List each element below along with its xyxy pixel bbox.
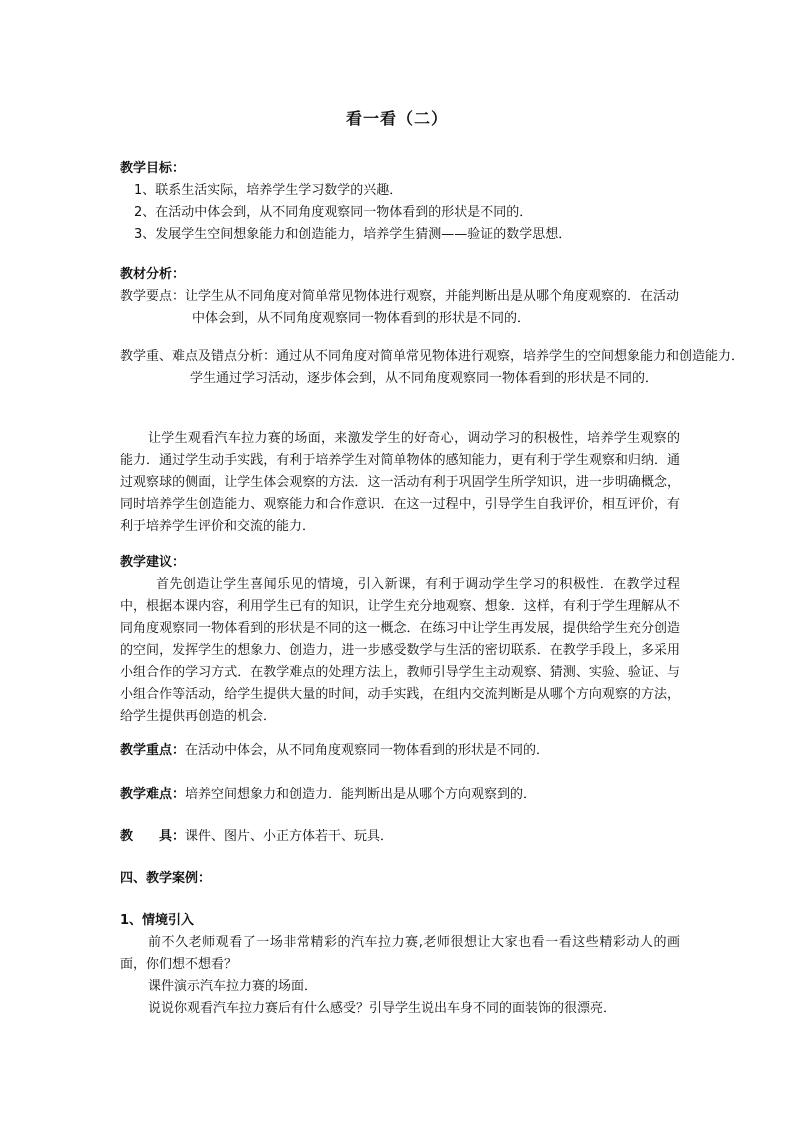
suggestions-heading: 教学建议： xyxy=(120,555,186,570)
analysis-section xyxy=(120,264,680,330)
tools-label: 教 具： xyxy=(120,829,186,844)
suggestions-section xyxy=(120,552,680,728)
difficulty-label: 教学难点： xyxy=(120,787,186,802)
section1-heading: 1、情境引入 xyxy=(120,913,195,928)
difficulty-line xyxy=(120,784,680,806)
section1-paragraph: 课件演示汽车拉力赛的场面． xyxy=(148,979,318,994)
difficulty-text: 培养空间想象力和创造力．能判断出是从哪个方向观察到的． xyxy=(185,787,537,802)
key-points-label: 教学要点： xyxy=(120,289,186,304)
difficulty-analysis xyxy=(120,346,750,390)
key-point-line xyxy=(120,740,680,762)
key-point-text: 在活动中体会，从不同角度观察同一物体看到的形状是不同的． xyxy=(185,743,550,758)
objectives-heading: 教学目标： xyxy=(120,161,186,176)
page-title: 看一看（二） xyxy=(345,109,448,128)
objective-item: 2、在活动中体会到，从不同角度观察同一物体看到的形状是不同的． xyxy=(134,205,533,220)
difficulty-analysis-label: 教学重、难点及错点分析： xyxy=(120,349,277,364)
objective-item: 1、联系生活实际，培养学生学习数学的兴趣． xyxy=(134,183,403,198)
analysis-heading: 教材分析： xyxy=(120,267,186,282)
section1 xyxy=(120,910,680,1020)
key-points-text: 让学生从不同角度对简单常见物体进行观察，并能判断出是从哪个角度观察的．在活动中体会到，从不同角度观察同一物体看到的形状是不同的． xyxy=(185,289,680,326)
objective-item: 3、发展学生空间想象能力和创造能力，培养学生猜测——验证的数学思想． xyxy=(134,227,572,242)
section1-paragraph: 前不久老师观看了一场非常精彩的汽车拉力赛,老师很想让大家也看一看这些精彩动人的画面，你们想不想看？ xyxy=(120,935,680,972)
key-points xyxy=(120,286,680,330)
tools-line xyxy=(120,826,680,848)
cases-heading: 四、教学案例： xyxy=(120,871,212,886)
objectives-section xyxy=(120,158,680,246)
tools-text: 课件、图片、小正方体若干、玩具． xyxy=(185,829,394,844)
section1-paragraph: 说说你观看汽车拉力赛后有什么感受？引导学生说出车身不同的面装饰的很漂亮． xyxy=(148,1001,617,1016)
suggestions-text: 首先创造让学生喜闻乐见的情境，引入新课，有利于调动学生学习的积极性．在教学过程中，根据本课内容，利用学生已有的知识，让学生充分地观察、想象．这样，有利于学生理解从不同角度观察同一物体看到的形状是不同的这一概念．在练习中让学生再发展，提供给学生充分创造的空间，发挥学生的想象力、创造力，进一步感受数学与生活的密切联系．在教学手段上，多采用小组合作的学习方式．在教学难点的处理方法上，教师引导学生主动观察、猜测、实验、验证、与小组合作等活动，给学生提供大量的时间，动手实践，在组内交流判断是从哪个方向观察的方法，给学生提供再创造的机会． xyxy=(120,577,680,724)
difficulty-analysis-text: 通过从不同角度对简单常见物体进行观察，培养学生的空间想象能力和创造能力．学生通过学习活动，逐步体会到，从不同角度观察同一物体看到的形状是不同的． xyxy=(190,349,745,386)
key-point-label: 教学重点： xyxy=(120,743,186,758)
analysis-paragraph: 让学生观看汽车拉力赛的场面，来激发学生的好奇心，调动学习的积极性，培养学生观察的能力．通过学生动手实践，有利于培养学生对简单物体的感知能力，更有利于学生观察和归纳．通过观察球的侧面，让学生体会观察的方法．这一活动有利于巩固学生所学知识，进一步明确概念，同时培养学生创造能力、观察能力和合作意识．在这一过程中，引导学生自我评价，相互评价，有利于培养学生评价和交流的能力． xyxy=(120,431,680,534)
